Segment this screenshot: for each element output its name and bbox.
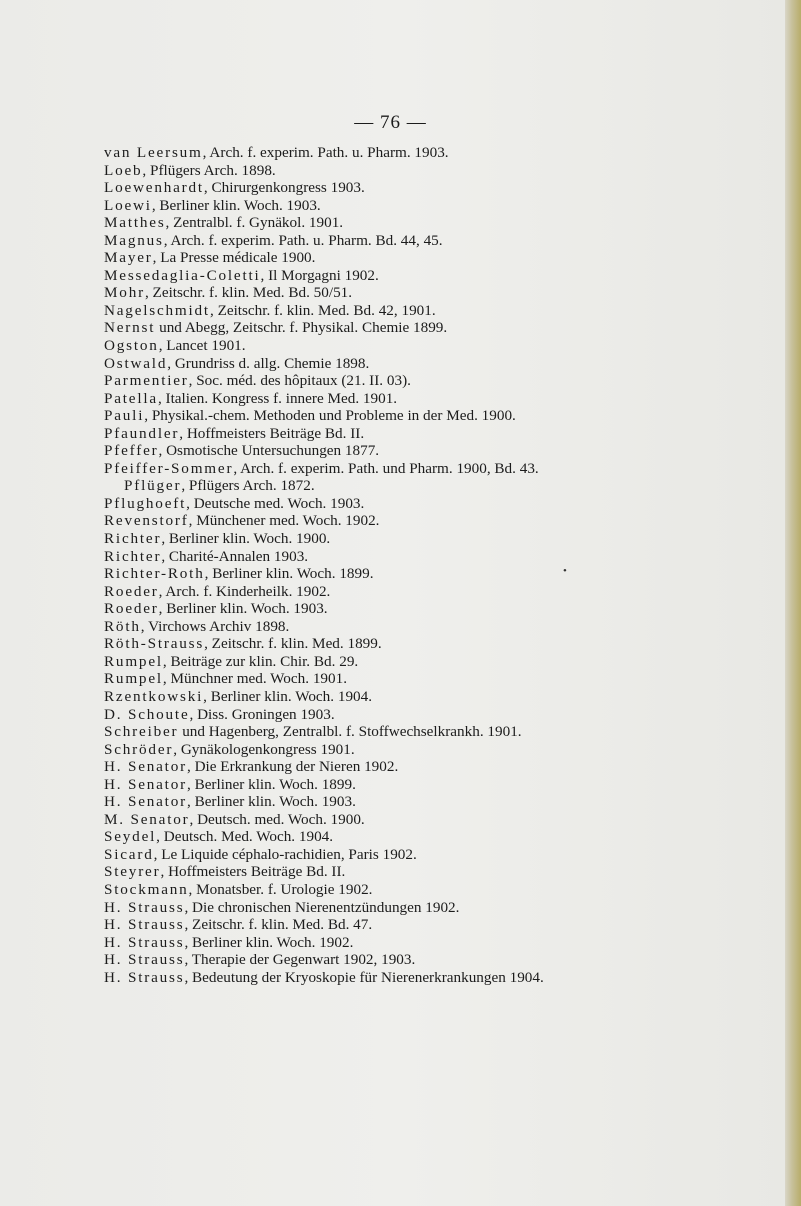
reference-citation: , Münchener med. Woch. 1902. xyxy=(188,512,380,530)
reference-entry xyxy=(104,442,794,460)
reference-author: Richter-Roth xyxy=(104,565,205,583)
reference-author: Schröder xyxy=(104,740,174,758)
reference-author: Pflüger xyxy=(124,477,182,495)
reference-entry xyxy=(104,530,794,548)
reference-entry xyxy=(104,583,794,601)
reference-author: Mayer xyxy=(104,249,153,267)
reference-citation: , Physikal.-chem. Methoden und Probleme in der Med. 1900. xyxy=(144,407,516,425)
reference-author: H. Strauss xyxy=(104,916,185,934)
reference-citation: , Arch. f. experim. Path. u. Pharm. 1903. xyxy=(202,144,449,161)
reference-author: Revenstorf xyxy=(104,512,189,530)
reference-author: Steyrer xyxy=(104,863,161,881)
reference-citation: , Berliner klin. Woch. 1904. xyxy=(203,687,373,705)
reference-entry xyxy=(104,881,794,899)
reference-author: H. Strauss xyxy=(104,898,185,916)
reference-citation: , La Presse médicale 1900. xyxy=(152,249,316,267)
reference-author: Nagelschmidt xyxy=(104,301,210,319)
ink-speck: • xyxy=(563,565,567,577)
reference-entry xyxy=(104,863,794,881)
reference-citation: , Münchner med. Woch. 1901. xyxy=(162,670,347,688)
reference-author: Magnus xyxy=(104,231,164,249)
reference-entry xyxy=(104,758,794,776)
reference-citation: , Osmotische Untersuchungen 1877. xyxy=(158,442,380,460)
reference-entry xyxy=(104,600,794,618)
reference-citation: , Zeitschr. f. klin. Med. Bd. 50/51. xyxy=(144,284,353,302)
reference-citation: , Arch. f. experim. Path. u. Pharm. Bd. 44, 45. xyxy=(163,231,443,249)
reference-citation: , Lancet 1901. xyxy=(158,337,246,355)
reference-author: Rumpel xyxy=(104,670,163,688)
reference-entry xyxy=(104,899,794,917)
reference-citation: , Le Liquide céphalo-rachidien, Paris 1902. xyxy=(153,845,417,863)
reference-author: Röth xyxy=(104,617,141,635)
reference-citation: , Die chronischen Nierenentzündungen 1902. xyxy=(184,898,460,916)
reference-entry xyxy=(104,355,794,373)
reference-author: D. Schoute xyxy=(104,705,190,723)
reference-citation: , Zeitschr. f. klin. Med. Bd. 47. xyxy=(184,916,373,934)
reference-entry xyxy=(104,302,794,320)
reference-citation: , Bedeutung der Kryoskopie für Nierenerkrankungen 1904. xyxy=(184,968,544,986)
reference-author: Rzentkowski xyxy=(104,687,204,705)
reference-author: Richter xyxy=(104,547,162,565)
reference-author: Ostwald xyxy=(104,354,168,372)
reference-citation: , Gynäkologenkongress 1901. xyxy=(173,740,355,758)
reference-citation: , Pflügers Arch. 1898. xyxy=(142,161,276,179)
reference-author: Ogston xyxy=(104,337,159,355)
reference-author: van Leersum xyxy=(104,144,203,161)
reference-citation: , Pflügers Arch. 1872. xyxy=(181,477,315,495)
reference-citation: , Deutsche med. Woch. 1903. xyxy=(186,494,365,512)
reference-citation: , Arch. f. experim. Path. und Pharm. 1900, Bd. 43. xyxy=(233,459,539,477)
reference-author: H. Senator xyxy=(104,758,187,776)
reference-author: Pfeiffer-Sommer xyxy=(104,459,234,477)
reference-citation: , Beiträge zur klin. Chir. Bd. 29. xyxy=(162,652,359,670)
reference-citation: , Therapie der Gegenwart 1902, 1903. xyxy=(184,951,416,969)
reference-author: Parmentier xyxy=(104,372,189,390)
reference-citation: und Abegg, Zeitschr. f. Physikal. Chemie 1899. xyxy=(155,319,448,337)
reference-author: Messedaglia-Coletti xyxy=(104,266,261,284)
reference-author: Pfaundler xyxy=(104,424,180,442)
reference-author: H. Senator xyxy=(104,793,187,811)
reference-author: Pauli xyxy=(104,407,145,425)
reference-citation: , Arch. f. Kinderheilk. 1902. xyxy=(158,582,331,600)
reference-author: Pflughoeft xyxy=(104,494,187,512)
reference-citation: , Il Morgagni 1902. xyxy=(260,266,379,284)
page-number: — 76 — xyxy=(354,112,427,133)
reference-citation: , Die Erkrankung der Nieren 1902. xyxy=(186,758,399,776)
reference-citation: , Zeitschr. f. klin. Med. Bd. 42, 1901. xyxy=(209,301,436,319)
reference-author: H. Senator xyxy=(104,775,187,793)
reference-citation: , Berliner klin. Woch. 1903. xyxy=(151,196,321,214)
reference-entry xyxy=(104,548,794,566)
reference-author: Schreiber xyxy=(104,723,179,741)
reference-citation: , Monatsber. f. Urologie 1902. xyxy=(188,880,373,898)
reference-citation: , Grundriss d. allg. Chemie 1898. xyxy=(167,354,370,372)
reference-entry xyxy=(104,460,794,478)
reference-citation: , Deutsch. Med. Woch. 1904. xyxy=(156,828,334,846)
reference-entry xyxy=(104,232,794,250)
reference-citation: , Berliner klin. Woch. 1903. xyxy=(158,600,328,618)
reference-entry xyxy=(104,846,794,864)
reference-author: Matthes xyxy=(104,214,166,232)
reference-citation: , Hoffmeisters Beiträge Bd. II. xyxy=(160,863,346,881)
reference-entry xyxy=(104,197,794,215)
reference-author: Loeb xyxy=(104,161,143,179)
reference-entry xyxy=(104,969,794,987)
reference-entry xyxy=(104,214,794,232)
reference-entry xyxy=(104,407,794,425)
reference-entry xyxy=(104,706,794,724)
reference-author: Roeder xyxy=(104,582,159,600)
reference-entry xyxy=(104,179,794,197)
reference-citation: , Chirurgenkongress 1903. xyxy=(203,179,365,197)
reference-entry xyxy=(104,793,794,811)
reference-entry xyxy=(104,144,794,162)
reference-entry xyxy=(104,951,794,969)
reference-entry xyxy=(104,337,794,355)
reference-citation: , Zeitschr. f. klin. Med. 1899. xyxy=(204,635,382,653)
reference-citation: , Soc. méd. des hôpitaux (21. II. 03). xyxy=(188,372,411,390)
reference-entry xyxy=(104,811,794,829)
reference-citation: , Italien. Kongress f. innere Med. 1901. xyxy=(157,389,398,407)
reference-author: Stockmann xyxy=(104,880,189,898)
reference-list xyxy=(104,144,794,986)
reference-citation: , Berliner klin. Woch. 1899. xyxy=(186,775,356,793)
reference-citation: , Virchows Archiv 1898. xyxy=(140,617,290,635)
reference-citation: , Diss. Groningen 1903. xyxy=(189,705,335,723)
reference-entry xyxy=(104,162,794,180)
reference-entry xyxy=(104,372,794,390)
reference-entry xyxy=(104,670,794,688)
reference-entry xyxy=(104,688,794,706)
reference-entry xyxy=(104,741,794,759)
reference-entry xyxy=(104,828,794,846)
reference-citation: , Berliner klin. Woch. 1899. xyxy=(204,565,374,583)
reference-entry xyxy=(104,284,794,302)
reference-citation: und Hagenberg, Zentralbl. f. Stoffwechselkrankh. 1901. xyxy=(178,723,522,741)
reference-author: Sicard xyxy=(104,845,154,863)
reference-citation: , Berliner klin. Woch. 1902. xyxy=(184,933,354,951)
reference-entry xyxy=(104,512,794,530)
reference-entry xyxy=(104,618,794,636)
reference-author: Mohr xyxy=(104,284,145,302)
reference-citation: , Deutsch. med. Woch. 1900. xyxy=(189,810,365,828)
reference-author: Rumpel xyxy=(104,652,163,670)
reference-author: M. Senator xyxy=(104,810,190,828)
reference-entry xyxy=(104,934,794,952)
reference-author: Nernst xyxy=(104,319,156,337)
reference-entry xyxy=(104,267,794,285)
reference-author: Seydel xyxy=(104,828,157,846)
reference-author: Pfeffer xyxy=(104,442,159,460)
reference-citation: , Berliner klin. Woch. 1900. xyxy=(161,530,331,548)
reference-citation: , Zentralbl. f. Gynäkol. 1901. xyxy=(165,214,344,232)
reference-author: Loewenhardt xyxy=(104,179,204,197)
reference-entry xyxy=(104,635,794,653)
reference-entry xyxy=(104,776,794,794)
reference-author: Patella xyxy=(104,389,158,407)
reference-entry xyxy=(104,495,794,513)
reference-entry xyxy=(104,390,794,408)
reference-citation: , Berliner klin. Woch. 1903. xyxy=(186,793,356,811)
reference-entry xyxy=(104,249,794,267)
reference-entry xyxy=(104,319,794,337)
reference-citation: , Hoffmeisters Beiträge Bd. II. xyxy=(179,424,365,442)
reference-entry xyxy=(104,477,794,495)
reference-author: Röth-Strauss xyxy=(104,635,205,653)
reference-entry xyxy=(104,916,794,934)
reference-entry xyxy=(104,425,794,443)
reference-author: Richter xyxy=(104,530,162,548)
reference-entry xyxy=(104,723,794,741)
reference-author: Roeder xyxy=(104,600,159,618)
reference-author: Loewi xyxy=(104,196,152,214)
reference-author: H. Strauss xyxy=(104,968,185,986)
reference-entry xyxy=(104,653,794,671)
reference-citation: , Charité-Annalen 1903. xyxy=(161,547,309,565)
reference-entry xyxy=(104,565,794,583)
reference-author: H. Strauss xyxy=(104,933,185,951)
reference-author: H. Strauss xyxy=(104,951,185,969)
